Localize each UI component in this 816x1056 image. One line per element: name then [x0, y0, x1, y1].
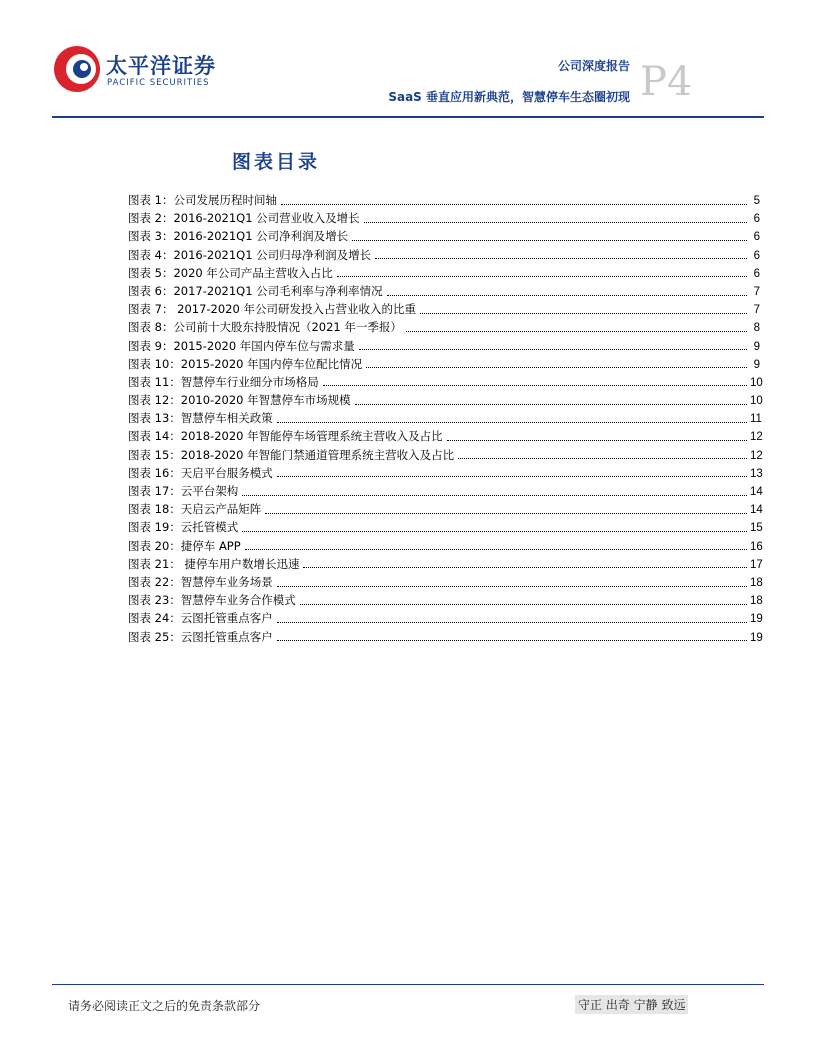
page-number: P4	[640, 59, 693, 105]
toc-entry[interactable]	[128, 591, 763, 609]
toc-entry-label: 图表 5：2020 年公司产品主营收入占比	[128, 265, 333, 280]
toc-entry-page: 8	[753, 322, 760, 335]
toc-entry-label: 图表 15：2018-2020 年智能门禁通道管理系统主营收入及占比	[128, 447, 455, 462]
header-divider	[52, 116, 764, 118]
toc-dot-leader	[277, 586, 747, 587]
toc-entry[interactable]	[128, 555, 763, 573]
toc-entry-page: 11	[750, 413, 762, 426]
toc-dot-leader	[352, 240, 747, 241]
toc-entry[interactable]	[128, 227, 760, 245]
toc-entry[interactable]	[128, 482, 763, 500]
toc-entry-page: 6	[753, 213, 760, 226]
toc-entry-label: 图表 21： 捷停车用户数增长迅速	[128, 556, 300, 571]
toc-entry-page: 6	[753, 267, 760, 280]
toc-entry-label: 图表 18：天启云产品矩阵	[128, 502, 262, 517]
toc-entry[interactable]	[128, 191, 760, 209]
table-of-figures	[128, 191, 763, 646]
toc-entry-label: 图表 10：2015-2020 年国内停车位配比情况	[128, 356, 363, 371]
toc-entry-label: 图表 7： 2017-2020 年公司研发投入占营业收入的比重	[128, 302, 416, 317]
toc-entry-label: 图表 25：云图托管重点客户	[128, 629, 273, 644]
toc-entry[interactable]	[128, 373, 763, 391]
logo-chinese-name: 太平洋证券	[106, 54, 216, 78]
toc-entry-label: 图表 8：公司前十大股东持股情况（2021 年一季报）	[128, 320, 402, 335]
toc-dot-leader	[366, 367, 747, 368]
toc-entry-page: 10	[750, 376, 763, 389]
company-logo	[52, 44, 232, 94]
toc-entry-label: 图表 2：2016-2021Q1 公司营业收入及增长	[128, 211, 360, 226]
toc-dot-leader	[406, 331, 747, 332]
toc-entry-page: 18	[750, 576, 763, 589]
footer-disclaimer: 请务必阅读正文之后的免责条款部分	[68, 999, 261, 1013]
toc-dot-leader	[447, 440, 747, 441]
toc-entry[interactable]	[128, 246, 760, 264]
toc-dot-leader	[245, 549, 747, 550]
toc-entry-label: 图表 3：2016-2021Q1 公司净利润及增长	[128, 229, 349, 244]
toc-dot-leader	[277, 622, 747, 623]
toc-entry-label: 图表 11：智慧停车行业细分市场格局	[128, 374, 319, 389]
toc-entry[interactable]	[128, 518, 763, 536]
toc-entry-page: 14	[750, 504, 763, 517]
pacific-securities-logo-icon	[52, 44, 102, 94]
toc-dot-leader	[281, 204, 747, 205]
toc-entry-label: 图表 19：云托管模式	[128, 520, 239, 535]
footer-divider	[52, 984, 764, 985]
toc-entry-page: 13	[750, 467, 763, 480]
toc-dot-leader	[458, 458, 747, 459]
toc-entry-page: 18	[750, 595, 763, 608]
toc-entry[interactable]	[128, 628, 763, 646]
toc-entry-label: 图表 9：2015-2020 年国内停车位与需求量	[128, 338, 355, 353]
toc-entry[interactable]	[128, 337, 760, 355]
toc-entry[interactable]	[128, 609, 763, 627]
toc-dot-leader	[359, 349, 747, 350]
toc-entry[interactable]	[128, 573, 763, 591]
toc-entry[interactable]	[128, 318, 760, 336]
report-title: SaaS 垂直应用新典范，智慧停车生态圈初现	[388, 90, 630, 104]
toc-entry[interactable]	[128, 282, 760, 300]
toc-entry[interactable]	[128, 300, 760, 318]
toc-dot-leader	[387, 295, 747, 296]
toc-entry-label: 图表 13：智慧停车相关政策	[128, 411, 273, 426]
toc-entry-page: 6	[753, 249, 760, 262]
toc-dot-leader	[420, 313, 747, 314]
toc-entry[interactable]	[128, 355, 760, 373]
logo-english-name: PACIFIC SECURITIES	[107, 78, 210, 88]
toc-entry-label: 图表 23：智慧停车业务合作模式	[128, 593, 296, 608]
toc-entry-page: 10	[750, 395, 763, 408]
toc-entry-label: 图表 14：2018-2020 年智能停车场管理系统主营收入及占比	[128, 429, 443, 444]
toc-entry[interactable]	[128, 391, 763, 409]
footer-motto: 守正 出奇 宁静 致远	[575, 995, 688, 1014]
toc-entry-page: 6	[753, 231, 760, 244]
toc-dot-leader	[277, 640, 747, 641]
toc-dot-leader	[277, 476, 747, 477]
toc-entry[interactable]	[128, 264, 760, 282]
toc-entry-label: 图表 20：捷停车 APP	[128, 538, 241, 553]
toc-entry-page: 5	[753, 195, 760, 207]
toc-entry-label: 图表 4：2016-2021Q1 公司归母净利润及增长	[128, 247, 372, 262]
toc-dot-leader	[277, 422, 747, 423]
toc-entry[interactable]	[128, 500, 763, 518]
toc-entry-page: 12	[750, 431, 763, 444]
toc-dot-leader	[242, 531, 747, 532]
toc-title: 图表目录	[232, 151, 321, 173]
toc-entry[interactable]	[128, 209, 760, 227]
toc-entry-label: 图表 16：天启平台服务模式	[128, 465, 273, 480]
toc-entry-label: 图表 24：云图托管重点客户	[128, 611, 273, 626]
toc-dot-leader	[375, 258, 747, 259]
toc-dot-leader	[337, 276, 747, 277]
toc-dot-leader	[364, 222, 747, 223]
toc-dot-leader	[355, 404, 747, 405]
toc-dot-leader	[265, 513, 747, 514]
toc-entry-label: 图表 22：智慧停车业务场景	[128, 574, 273, 589]
toc-entry[interactable]	[128, 464, 763, 482]
toc-entry-page: 19	[750, 631, 763, 644]
toc-entry-page: 19	[750, 613, 763, 626]
toc-dot-leader	[323, 385, 747, 386]
toc-entry-page: 12	[750, 449, 763, 462]
toc-entry[interactable]	[128, 409, 760, 427]
toc-entry-page: 14	[750, 486, 763, 498]
toc-dot-leader	[300, 604, 747, 605]
toc-entry[interactable]	[128, 446, 763, 464]
toc-entry-label: 图表 17：云平台架构	[128, 484, 239, 498]
toc-entry-page: 16	[750, 540, 763, 553]
toc-entry-page: 17	[750, 558, 763, 571]
toc-entry-page: 9	[753, 340, 760, 353]
toc-entry[interactable]	[128, 537, 763, 555]
toc-entry[interactable]	[128, 427, 763, 445]
toc-dot-leader	[303, 567, 747, 568]
report-type: 公司深度报告	[557, 59, 630, 73]
toc-dot-leader	[242, 495, 747, 496]
toc-entry-page: 15	[750, 522, 763, 535]
toc-entry-label: 图表 1：公司发展历程时间轴	[128, 193, 277, 207]
toc-entry-label: 图表 12：2010-2020 年智慧停车市场规模	[128, 393, 351, 408]
toc-entry-label: 图表 6：2017-2021Q1 公司毛利率与净利率情况	[128, 283, 383, 298]
toc-entry-page: 7	[753, 285, 760, 298]
toc-entry-page: 9	[753, 358, 760, 371]
toc-entry-page: 7	[753, 304, 760, 317]
